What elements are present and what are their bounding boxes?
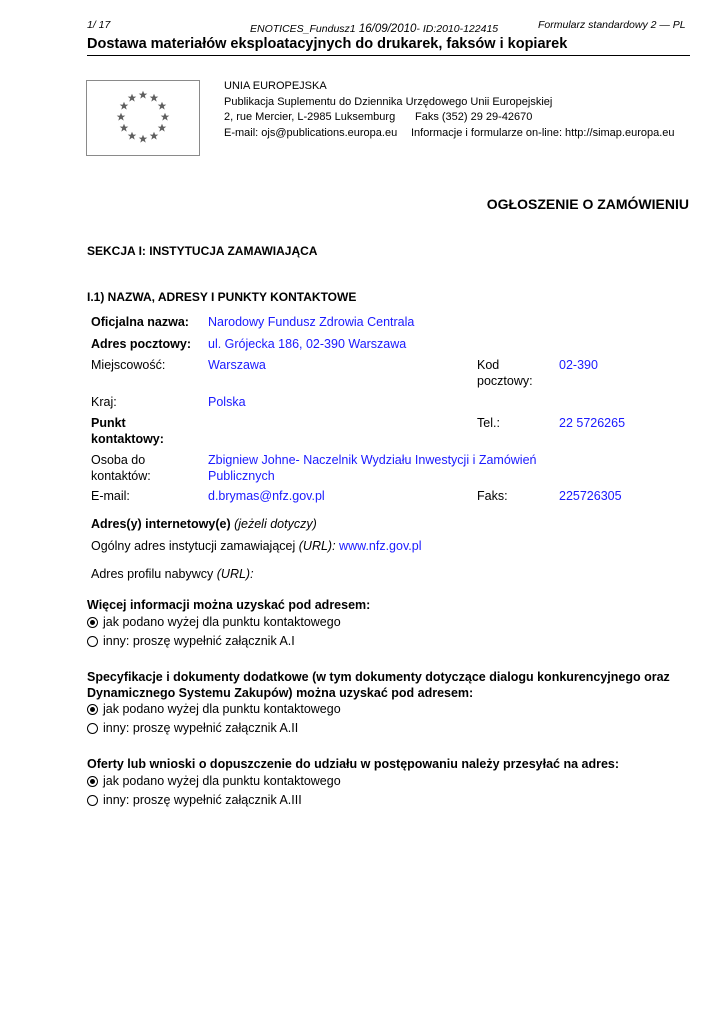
contact-person-label-line1: Osoba do	[91, 453, 146, 467]
option-label: jak podano wyżej dla punktu kontaktowego	[103, 702, 341, 716]
page-title: Dostawa materiałów eksploatacyjnych do drukarek, faksów i kopiarek	[87, 36, 568, 52]
page-number: 1/ 17	[87, 19, 111, 31]
publisher-block	[224, 79, 694, 141]
doc-ref-prefix: ENOTICES_Fundusz1	[250, 23, 356, 35]
publisher-line2: Publikacja Suplementu do Dziennika Urzędowego Unii Europejskiej	[224, 95, 553, 108]
postcode-label-line2: pocztowy:	[477, 374, 533, 388]
specifications-heading-line1: Specyfikacje i dokumenty dodatkowe (w tym dokumenty dotyczące dialogu konkurencyjnego oraz	[87, 670, 670, 684]
fax-value: 225726305	[559, 489, 622, 503]
subsection-heading: I.1) NAZWA, ADRESY I PUNKTY KONTAKTOWE	[87, 290, 357, 304]
option-label: jak podano wyżej dla punktu kontaktowego	[103, 774, 341, 788]
postcode-label	[477, 357, 533, 389]
publisher-contact-row	[224, 126, 694, 142]
more-info-option-as-above[interactable]	[87, 615, 341, 629]
radio-unselected-icon[interactable]	[87, 795, 98, 806]
notice-title: OGŁOSZENIE O ZAMÓWIENIU	[486, 196, 689, 212]
document-reference	[250, 19, 498, 37]
radio-selected-icon[interactable]	[87, 776, 98, 787]
more-info-option-other[interactable]	[87, 634, 295, 648]
postal-address-label: Adres pocztowy:	[91, 337, 192, 351]
general-url-label: Ogólny adres instytucji zamawiającej	[91, 539, 296, 553]
internet-label: Adres(y) internetowy(e)	[91, 517, 231, 531]
buyer-profile-suffix: (URL):	[216, 567, 254, 581]
option-label: inny: proszę wypełnić załącznik A.I	[103, 634, 295, 648]
radio-selected-icon[interactable]	[87, 617, 98, 628]
contact-point-label-line1: Punkt	[91, 416, 126, 430]
contact-point-label-line2: kontaktowy:	[91, 432, 164, 446]
general-url-suffix: (URL):	[298, 539, 336, 553]
general-url-row	[91, 538, 422, 554]
contact-person-label	[91, 452, 151, 484]
form-label: Formularz standardowy 2 — PL	[538, 19, 686, 31]
internet-note: (jeżeli dotyczy)	[234, 517, 317, 531]
buyer-profile-label: Adres profilu nabywcy	[91, 567, 214, 581]
contact-person-line1: Zbigniew Johne- Naczelnik Wydziału Inwestycji i Zamówień	[208, 453, 537, 467]
tel-value: 22 5726265	[559, 416, 626, 430]
publisher-address-row	[224, 110, 694, 126]
publisher-line1: UNIA EUROPEJSKA	[224, 80, 327, 92]
radio-unselected-icon[interactable]	[87, 723, 98, 734]
option-label: inny: proszę wypełnić załącznik A.III	[103, 793, 302, 807]
postcode-label-line1: Kod	[477, 358, 500, 372]
publisher-address: 2, rue Mercier, L-2985 Luksemburg	[224, 111, 396, 123]
specifications-heading-line2: Dynamicznego Systemu Zakupów) można uzyskać pod adresem:	[87, 686, 474, 700]
general-url-link[interactable]: www.nfz.gov.pl	[339, 539, 422, 553]
email-link[interactable]: d.brymas@nfz.gov.pl	[208, 489, 325, 503]
eu-stars-icon	[87, 81, 199, 155]
country-label: Kraj:	[91, 395, 117, 409]
contact-person-label-line2: kontaktów:	[91, 469, 151, 483]
specifications-option-as-above[interactable]	[87, 702, 341, 716]
contact-person-line2: Publicznych	[208, 469, 275, 483]
postal-address-value: ul. Grójecka 186, 02-390 Warszawa	[208, 337, 407, 351]
header-rule	[87, 55, 690, 56]
contact-point-label	[91, 415, 164, 447]
buyer-profile-row	[91, 566, 254, 582]
offers-heading: Oferty lub wnioski o dopuszczenie do udziału w postępowaniu należy przesyłać na adres:	[87, 757, 620, 771]
publisher-online: Informacje i formularze on-line: http://simap.europa.eu	[411, 126, 675, 139]
official-name-value: Narodowy Fundusz Zdrowia Centrala	[208, 315, 415, 329]
town-value: Warszawa	[208, 358, 266, 372]
specifications-option-other[interactable]	[87, 721, 298, 735]
eu-flag-logo	[86, 80, 200, 156]
specifications-heading	[87, 669, 670, 701]
section-heading: SEKCJA I: INSTYTUCJA ZAMAWIAJĄCA	[87, 244, 318, 258]
radio-unselected-icon[interactable]	[87, 636, 98, 647]
option-label: jak podano wyżej dla punktu kontaktowego	[103, 615, 341, 629]
publisher-email: E-mail: ojs@publications.europa.eu	[224, 126, 398, 139]
contact-person-value	[208, 452, 537, 484]
publisher-fax: Faks (352) 29 29-42670	[415, 111, 533, 123]
doc-ref-id: - ID:2010-122415	[416, 23, 499, 35]
email-label: E-mail:	[91, 489, 130, 503]
country-value: Polska	[208, 395, 246, 409]
offers-option-as-above[interactable]	[87, 774, 341, 788]
doc-ref-date: 16/09/2010	[355, 23, 417, 35]
option-label: inny: proszę wypełnić załącznik A.II	[103, 721, 299, 735]
official-name-label: Oficjalna nazwa:	[91, 315, 189, 329]
postcode-value: 02-390	[559, 358, 598, 372]
radio-selected-icon[interactable]	[87, 704, 98, 715]
more-info-heading: Więcej informacji można uzyskać pod adresem:	[87, 598, 371, 612]
tel-label: Tel.:	[477, 416, 500, 430]
internet-addresses-heading	[91, 516, 317, 532]
town-label: Miejscowość:	[91, 358, 166, 372]
fax-label: Faks:	[477, 489, 508, 503]
offers-option-other[interactable]	[87, 793, 302, 807]
